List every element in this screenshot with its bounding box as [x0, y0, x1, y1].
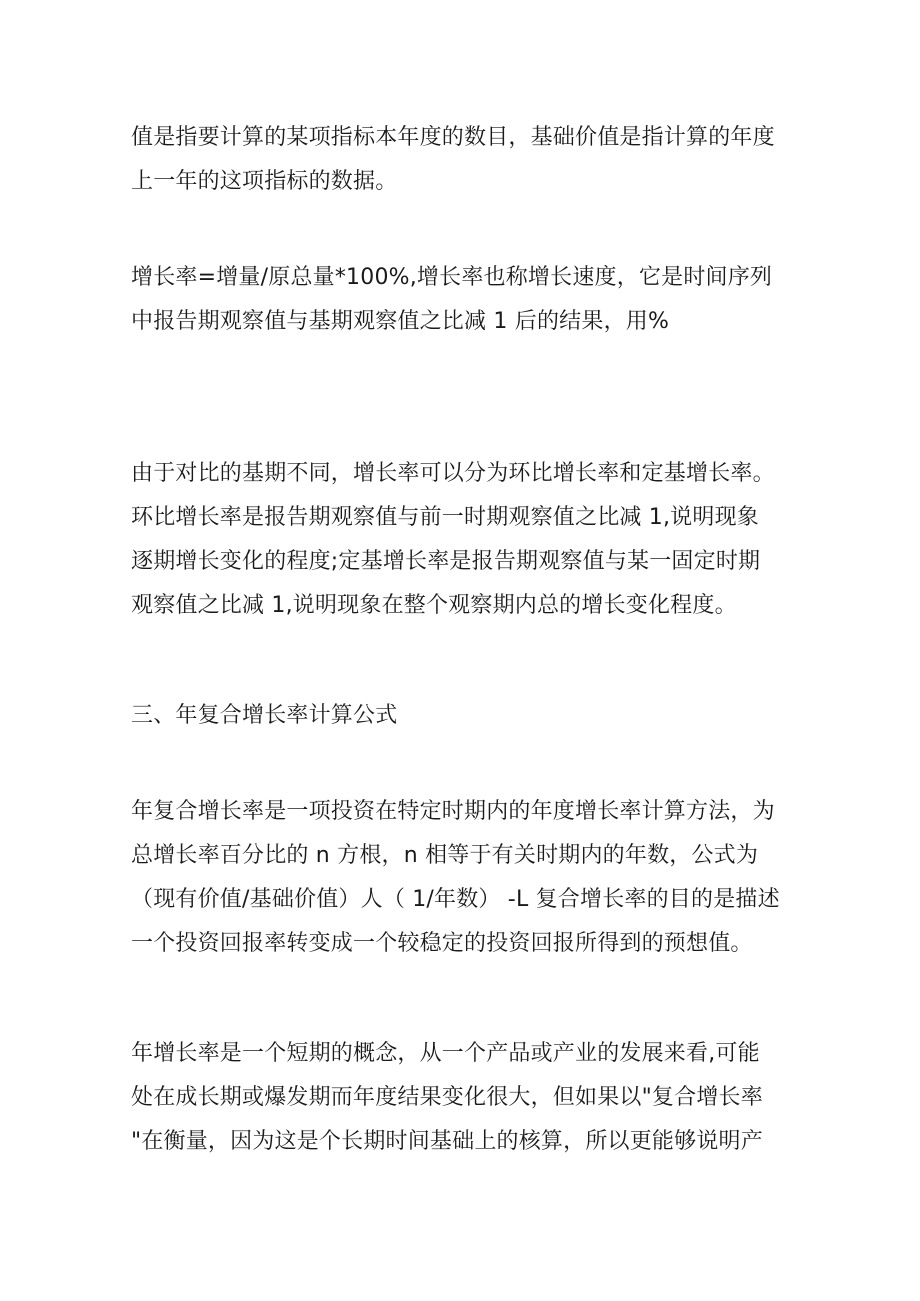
heading-text: 三、年复合增长率计算公式	[131, 703, 398, 728]
text-line: 处在成长期或爆发期而年度结果变化很大，但如果以"复合增长率	[131, 1085, 763, 1110]
text-line: 观察值之比减 1,说明现象在整个观察期内总的增长变化程度。	[131, 593, 737, 618]
text-line: 上一年的这项指标的数据。	[131, 169, 398, 194]
paragraph-cagr-definition	[131, 790, 831, 966]
paragraph-value-definition	[131, 116, 831, 204]
text-line: 环比增长率是报告期观察值与前一时期观察值之比减 1,说明现象	[131, 505, 759, 530]
text-line: 值是指要计算的某项指标本年度的数目，基础价值是指计算的年度	[131, 125, 775, 150]
text-line: 一个投资回报率转变成一个较稳定的投资回报所得到的预想值。	[131, 931, 753, 956]
text-line: 年增长率是一个短期的概念，从一个产品或产业的发展来看,可能	[131, 1041, 760, 1066]
text-line: 逐期增长变化的程度;定基增长率是报告期观察值与某一固定时期	[131, 549, 761, 574]
text-line: 由于对比的基期不同，增长率可以分为环比增长率和定基增长率。	[131, 461, 775, 486]
text-line: 年复合增长率是一项投资在特定时期内的年度增长率计算方法，为	[131, 799, 775, 824]
paragraph-growth-rate-types	[131, 452, 831, 628]
paragraph-growth-rate-formula	[131, 256, 831, 344]
text-line: 中报告期观察值与基期观察值之比减 1 后的结果，用%	[131, 309, 670, 334]
text-line: 增长率=增量/原总量*100%,增长率也称增长速度，它是时间序列	[131, 265, 773, 290]
section-heading	[131, 694, 831, 738]
text-line: 总增长率百分比的 n 方根，n 相等于有关时期内的年数，公式为	[131, 843, 759, 868]
text-line: （现有价值/基础价值）人（ 1/年数） -L 复合增长率的目的是描述	[131, 887, 780, 912]
text-line: "在衡量，因为这是个长期时间基础上的核算，所以更能够说明产	[131, 1129, 763, 1154]
paragraph-annual-vs-compound	[131, 1032, 831, 1164]
